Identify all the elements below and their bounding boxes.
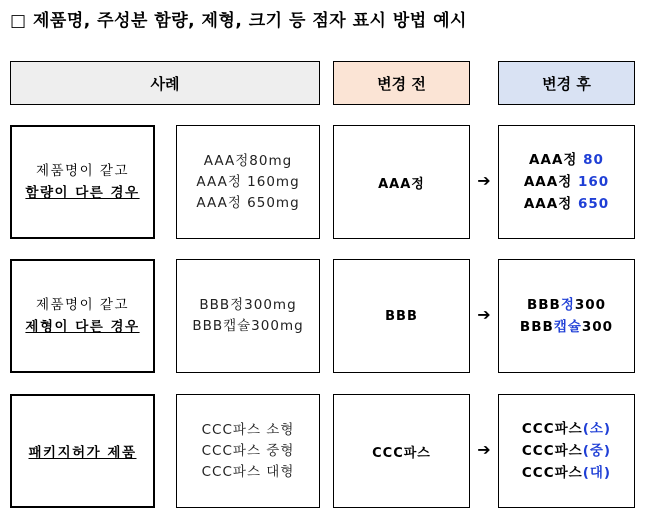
example-item: CCC파스 소형 <box>201 421 295 438</box>
after-base: AAA정 <box>523 196 578 212</box>
after-highlight: (소) <box>582 421 612 437</box>
after-highlight: (대) <box>582 465 612 481</box>
after-highlight: 캡슐 <box>553 319 582 335</box>
after-tail: 300 <box>574 297 607 313</box>
before-value: CCC파스 <box>372 445 431 461</box>
after-item <box>527 294 606 316</box>
arrow-right-icon: ➔ <box>477 171 491 190</box>
category-box-1 <box>10 125 155 239</box>
arrow-right-icon: ➔ <box>477 440 491 459</box>
after-highlight: 정 <box>560 297 575 313</box>
after-base: CCC파스 <box>521 443 583 459</box>
category-box-3 <box>10 394 155 508</box>
before-box-3 <box>333 394 470 508</box>
category-label: 패키지허가 제품 <box>28 445 137 461</box>
category-line1: 제품명이 같고 <box>35 163 130 179</box>
example-item: AAA정 650mg <box>196 194 300 211</box>
after-base: BBB <box>526 297 561 313</box>
example-item: AAA정80mg <box>203 152 293 169</box>
before-box-1 <box>333 125 470 239</box>
header-case <box>10 61 320 105</box>
after-base: CCC파스 <box>521 465 583 481</box>
after-item <box>520 316 613 338</box>
example-item: CCC파스 대형 <box>201 463 295 480</box>
category-line2: 제형이 다른 경우 <box>25 319 140 335</box>
after-base: AAA정 <box>523 174 578 190</box>
after-box-3 <box>498 394 635 508</box>
example-item: BBB캡슐300mg <box>192 318 304 334</box>
example-item: CCC파스 중형 <box>201 442 295 459</box>
after-item <box>524 171 609 193</box>
example-box-2 <box>176 259 320 373</box>
after-highlight: 160 <box>577 174 610 190</box>
before-value: AAA정 <box>378 176 425 192</box>
after-base: CCC파스 <box>521 421 583 437</box>
after-item <box>522 418 611 440</box>
page-title: □ 제품명, 주성분 함량, 제형, 크기 등 점자 표시 방법 예시 <box>10 11 467 31</box>
example-box-1 <box>176 125 320 239</box>
before-value: BBB <box>385 308 418 324</box>
before-box-2 <box>333 259 470 373</box>
example-item: AAA정 160mg <box>196 173 300 190</box>
after-item <box>522 440 611 462</box>
header-case-label: 사례 <box>150 74 180 93</box>
after-highlight: (중) <box>582 443 612 459</box>
category-line1: 제품명이 같고 <box>35 297 130 313</box>
after-item <box>524 193 609 215</box>
after-item <box>522 462 611 484</box>
after-highlight: 650 <box>577 196 610 212</box>
arrow-right-icon: ➔ <box>477 305 491 324</box>
example-item: BBB정300mg <box>199 297 297 313</box>
category-box-2 <box>10 259 155 373</box>
example-box-3 <box>176 394 320 508</box>
header-before <box>333 61 470 105</box>
after-box-2 <box>498 259 635 373</box>
after-highlight: 80 <box>583 152 604 168</box>
header-before-label: 변경 전 <box>377 74 426 93</box>
after-item <box>529 149 604 171</box>
header-after-label: 변경 후 <box>542 74 591 93</box>
after-box-1 <box>498 125 635 239</box>
after-base: BBB <box>519 319 554 335</box>
after-tail: 300 <box>581 319 614 335</box>
header-after <box>498 61 635 105</box>
after-base: AAA정 <box>529 152 584 168</box>
category-line2: 함량이 다른 경우 <box>25 185 140 201</box>
